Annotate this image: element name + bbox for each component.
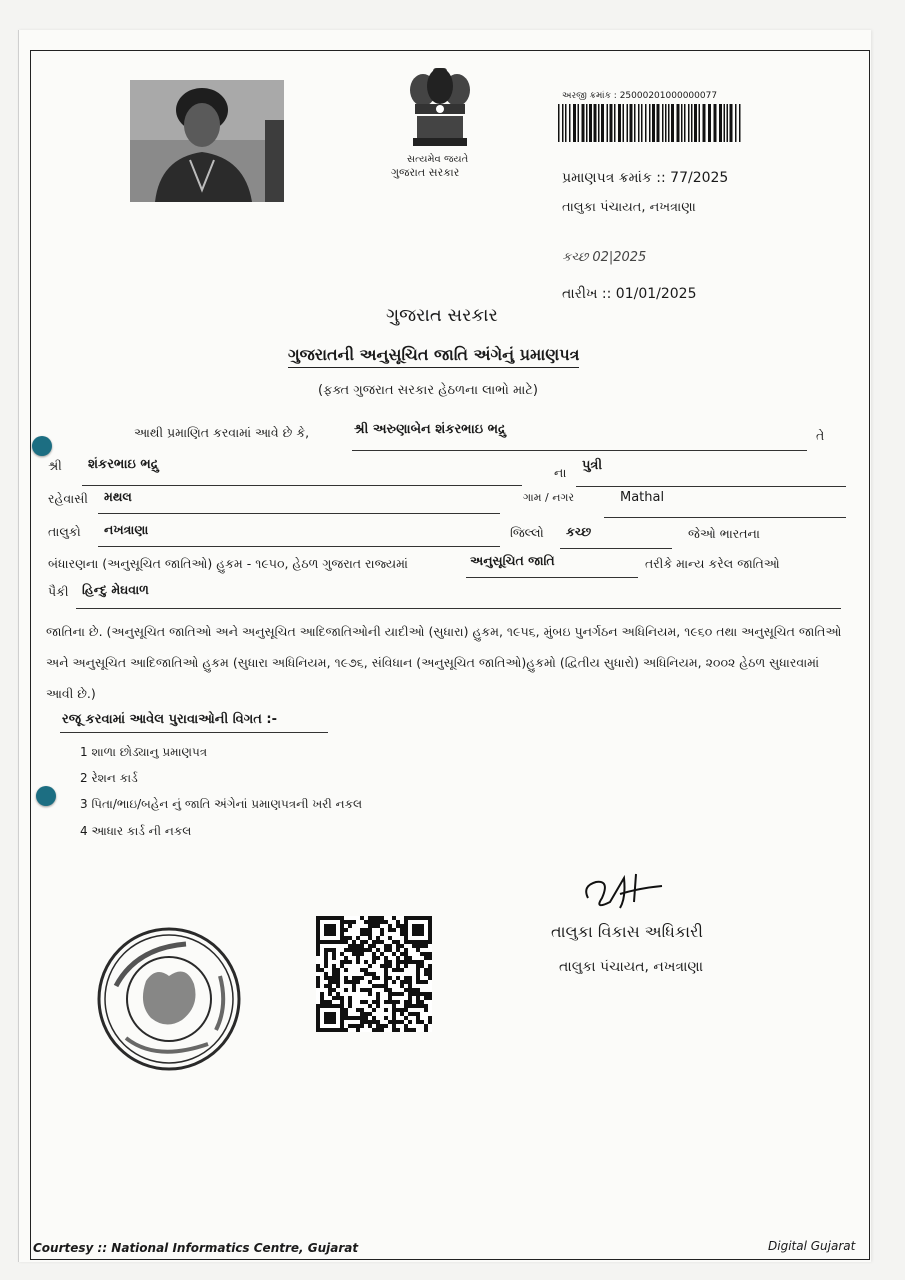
state-emblem [391, 60, 485, 180]
emblem-motto: સત્યમેવ જયતે [407, 154, 469, 165]
shri-label: શ્રી [48, 458, 62, 473]
footer-courtesy: Courtesy :: National Informatics Centre, Gujarat [33, 1241, 359, 1255]
recognized-text: તરીકે માન્ય કરેલ જાતિઓ [645, 556, 780, 571]
district-label: જિલ્લો [510, 525, 544, 540]
jeo-text: જેઓ ભારતના [688, 526, 760, 541]
resident-label: રહેવાસી [48, 491, 88, 506]
applicant-name: શ્રી અરુણાબેન શંકરભાઇ ભદ્રુ [354, 422, 506, 437]
government-heading: ગુજરાત સરકાર [386, 305, 498, 326]
among-label: પૈકી [48, 584, 69, 599]
father-name: શંકરભાઇ ભદ્રુ [88, 457, 159, 472]
name-underline [352, 450, 807, 451]
taluka-underline [98, 546, 500, 547]
binder-pin [32, 436, 52, 456]
issue-date: તારીખ :: 01/01/2025 [562, 286, 697, 302]
ashoka-emblem-icon [395, 60, 485, 152]
father-underline [82, 485, 522, 486]
evidence-underline [60, 732, 328, 733]
signature-mark [580, 868, 670, 918]
resident-value: મથલ [104, 489, 132, 504]
category-value: અનુસૂચિત જાતિ [470, 553, 555, 568]
village-label: ગામ / નગર [523, 491, 575, 504]
application-number: અરજી ક્રમાંક : 25000201000000077 [562, 91, 718, 101]
category-underline [466, 577, 638, 578]
evidence-item: 2 રેશન કાર્ડ [80, 771, 138, 785]
issuing-office: તાલુકા પંચાયત, નખત્રાણા [562, 200, 696, 215]
barcode [558, 104, 742, 144]
district-underline [560, 548, 672, 549]
official-seal [96, 926, 242, 1072]
constitution-text: બંધારણના (અનુસૂચિત જાતિઓ) હુકમ - ૧૯૫૦, હેઠળ ગુજરાત રાજ્યમાં [48, 556, 408, 571]
district-value: કચ્છ [566, 524, 592, 539]
emblem-caption: ગુજરાત સરકાર [391, 166, 460, 179]
na-label: ના [554, 465, 567, 480]
certificate-number: પ્રમાણપત્ર ક્રમાંક :: 77/2025 [562, 170, 729, 186]
certificate-title: ગુજરાતની અનુસૂચિત જાતિ અંગેનું પ્રમાણપત્ર [288, 345, 579, 368]
evidence-item: 3 પિતા/ભાઇ/બહેન નું જાતિ અંગેનાં પ્રમાણપત્રની ખરી નકલ [80, 797, 363, 811]
binder-pin [36, 786, 56, 806]
relation-value: પુત્રી [582, 458, 603, 473]
qr-code [316, 916, 432, 1032]
certificate-subtitle: (ફક્ત ગુજરાત સરકાર હેઠળના લાભો માટે) [318, 383, 538, 398]
applicant-photo [130, 80, 284, 202]
caste-underline [76, 608, 841, 609]
handwritten-reference: કચ્છ 02|2025 [562, 250, 647, 265]
te-text: તે [816, 428, 825, 443]
village-value: Mathal [620, 490, 665, 505]
evidence-heading: રજૂ કરવામાં આવેલ પુરાવાઓની વિગત :- [62, 712, 277, 727]
legal-paragraph: જાતિના છે. (અનુસૂચિત જાતિઓ અને અનુસૂચિત આદિજાતિઓની યાદીઓ (સુધારા) હુકમ, ૧૯૫૬, મુંબઇ પુનર્ગઠન અધિનિયમ, ૧૯૬૦ તથા અનુસૂચિત જાતિઓ અને અનુસૂચિત આદિજાતિઓ હુકમ (સુધારા અધિનિયમ, ૧૯૭૬, સંવિધાન (અનુસૂચિત જાતિઓ)હુકમો (દ્વિતીય સુધારો) અધિનિયમ, ૨૦૦૨ હેઠળ સુધારવામાં આવી છે.) [46, 624, 842, 701]
signatory-office: તાલુકા પંચાયત, નખત્રાણા [559, 959, 704, 975]
evidence-item: 1 શાળા છોડ્યાનુ પ્રમાણપત્ર [80, 745, 208, 759]
resident-underline [98, 513, 500, 514]
relation-underline [576, 486, 846, 487]
intro-text: આથી પ્રમાણિત કરવામાં આવે છે કે, [134, 425, 310, 440]
seal-stamp-icon [96, 926, 242, 1072]
village-underline [604, 517, 846, 518]
evidence-item: 4 આધાર કાર્ડ ની નકલ [80, 824, 192, 838]
taluka-value: નખત્રાણા [104, 522, 149, 537]
signatory-designation: તાલુકા વિકાસ અધિકારી [551, 922, 703, 941]
taluka-label: તાલુકો [48, 524, 81, 539]
caste-value: હિન્દુ મેઘવાળ [82, 582, 149, 597]
footer-brand: Digital Gujarat [768, 1239, 856, 1253]
